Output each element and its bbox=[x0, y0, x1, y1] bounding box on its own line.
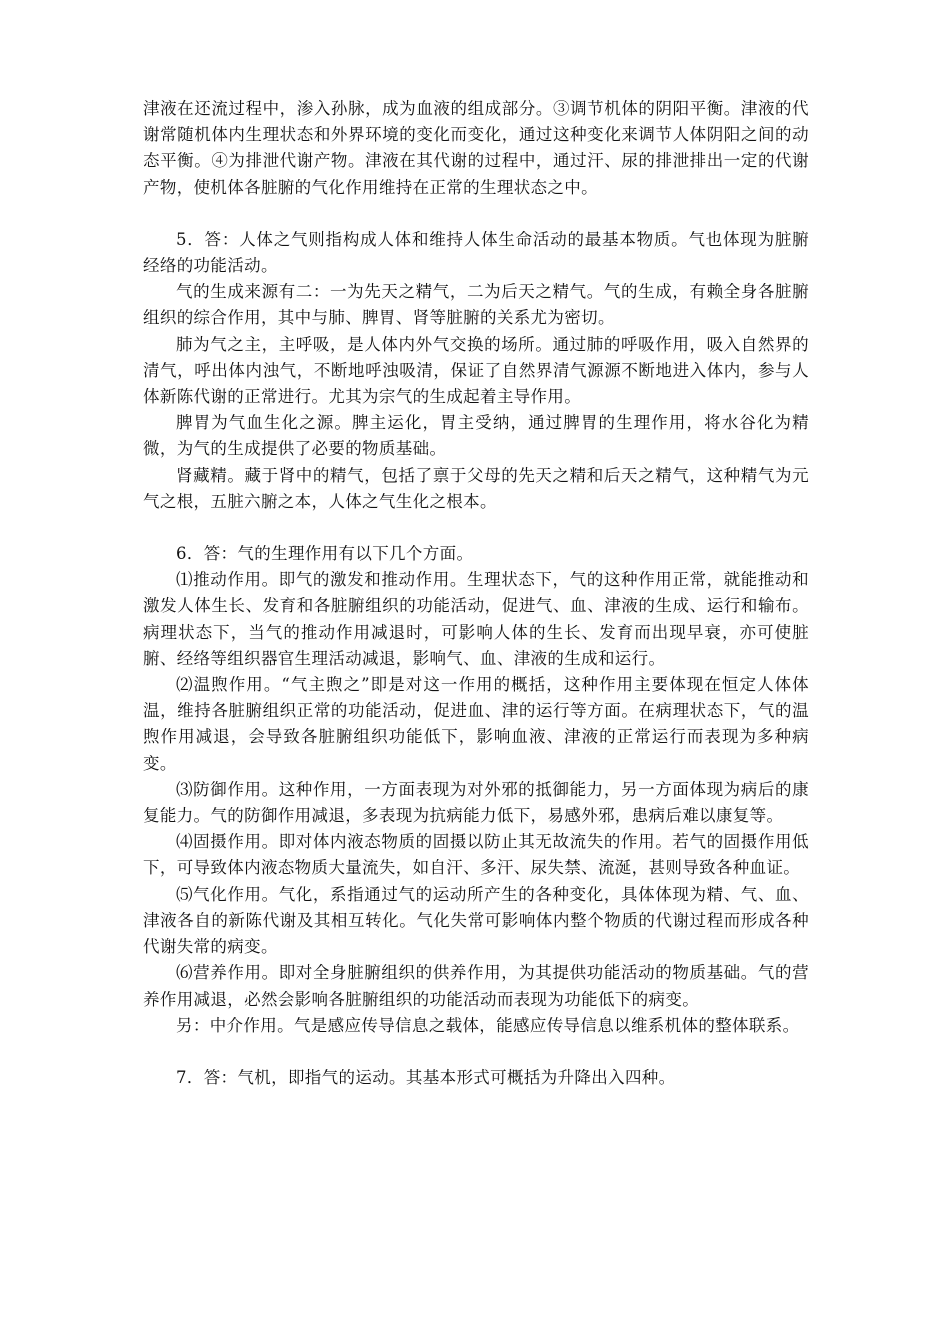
paragraph-defending-function: ⑶防御作用。这种作用，一方面表现为对外邪的抵御能力，另一方面体现为病后的康复能力。气的防御作用减退，多表现为抗病能力低下，易感外邪，患病后难以康复等。 bbox=[143, 779, 809, 826]
paragraph-lung: 肺为气之主，主呼吸，是人体内外气交换的场所。通过肺的呼吸作用，吸入自然界的清气，呼出体内浊气，不断地呼浊吸清，保证了自然界清气源源不断地进入体内，参与人体新陈代谢的正常进行。尤其为宗气的生成起着主导作用。 bbox=[143, 334, 809, 407]
answer-6-intro: 6．答：气的生理作用有以下几个方面。 bbox=[176, 544, 474, 564]
paragraph-fluid-functions: 津液在还流过程中，渗入孙脉，成为血液的组成部分。③调节机体的阴阳平衡。津液的代谢常随机体内生理状态和外界环境的变化而变化，通过这种变化来调节人体阴阳之间的动态平衡。④为排泄代谢产物。津液在其代谢的过程中，通过汗、尿的排泄排出一定的代谢产物，使机体各脏腑的气化作用维持在正常的生理状态之中。 bbox=[143, 99, 809, 197]
answer-5-intro: 5．答：人体之气则指构成人体和维持人体生命活动的最基本物质。气也体现为脏腑经络的功能活动。 bbox=[143, 229, 809, 276]
paragraph-warming-function: ⑵温煦作用。“气主煦之”即是对这一作用的概括，这种作用主要体现在恒定人体体温，维持各脏腑组织正常的功能活动，促进血、津的运行等方面。在病理状态下，气的温煦作用减退，会导致各脏腑组织功能低下，影响血液、津液的正常运行而表现为多种病变。 bbox=[143, 675, 809, 773]
paragraph-nourishing-function: ⑹营养作用。即对全身脏腑组织的供养作用，为其提供功能活动的物质基础。气的营养作用减退，必然会影响各脏腑组织的功能活动而表现为功能低下的病变。 bbox=[143, 963, 809, 1009]
paragraph-spleen-stomach: 脾胃为气血生化之源。脾主运化，胃主受纳，通过脾胃的生理作用，将水谷化为精微，为气的生成提供了必要的物质基础。 bbox=[143, 413, 809, 459]
paragraph-transforming-function: ⑸气化作用。气化，系指通过气的运动所产生的各种变化，具体体现为精、气、血、津液各自的新陈代谢及其相互转化。气化失常可影响体内整个物质的代谢过程而形成各种代谢失常的病变。 bbox=[143, 884, 809, 957]
document-page bbox=[143, 96, 809, 1091]
paragraph-qi-sources: 气的生成来源有二：一为先天之精气，二为后天之精气。气的生成，有赖全身各脏腑组织的综合作用，其中与肺、脾胃、肾等脏腑的关系尤为密切。 bbox=[143, 282, 809, 328]
paragraph-mediating-function: 另：中介作用。气是感应传导信息之载体，能感应传导信息以维系机体的整体联系。 bbox=[176, 1015, 800, 1035]
paragraph-gap bbox=[143, 515, 809, 541]
paragraph-gap bbox=[143, 201, 809, 227]
paragraph-kidney: 肾藏精。藏于肾中的精气，包括了禀于父母的先天之精和后天之精气，这种精气为元气之根，五脏六腑之本，人体之气生化之根本。 bbox=[143, 465, 809, 511]
answer-7-intro: 7．答：气机，即指气的运动。其基本形式可概括为升降出入四种。 bbox=[176, 1067, 676, 1087]
paragraph-gap bbox=[143, 1039, 809, 1065]
paragraph-controlling-function: ⑷固摄作用。即对体内液态物质的固摄以防止其无故流失的作用。若气的固摄作用低下，可导致体内液态物质大量流失，如自汗、多汗、尿失禁、流涎，甚则导致各种血证。 bbox=[143, 832, 809, 878]
paragraph-promoting-function: ⑴推动作用。即气的激发和推动作用。生理状态下，气的这种作用正常，就能推动和激发人体生长、发育和各脏腑组织的功能活动，促进气、血、津液的生成、运行和输布。病理状态下，当气的推动作用减退时，可影响人体的生长、发育而出现早衰，亦可使脏腑、经络等组织器官生理活动减退，影响气、血、津液的生成和运行。 bbox=[143, 570, 809, 668]
